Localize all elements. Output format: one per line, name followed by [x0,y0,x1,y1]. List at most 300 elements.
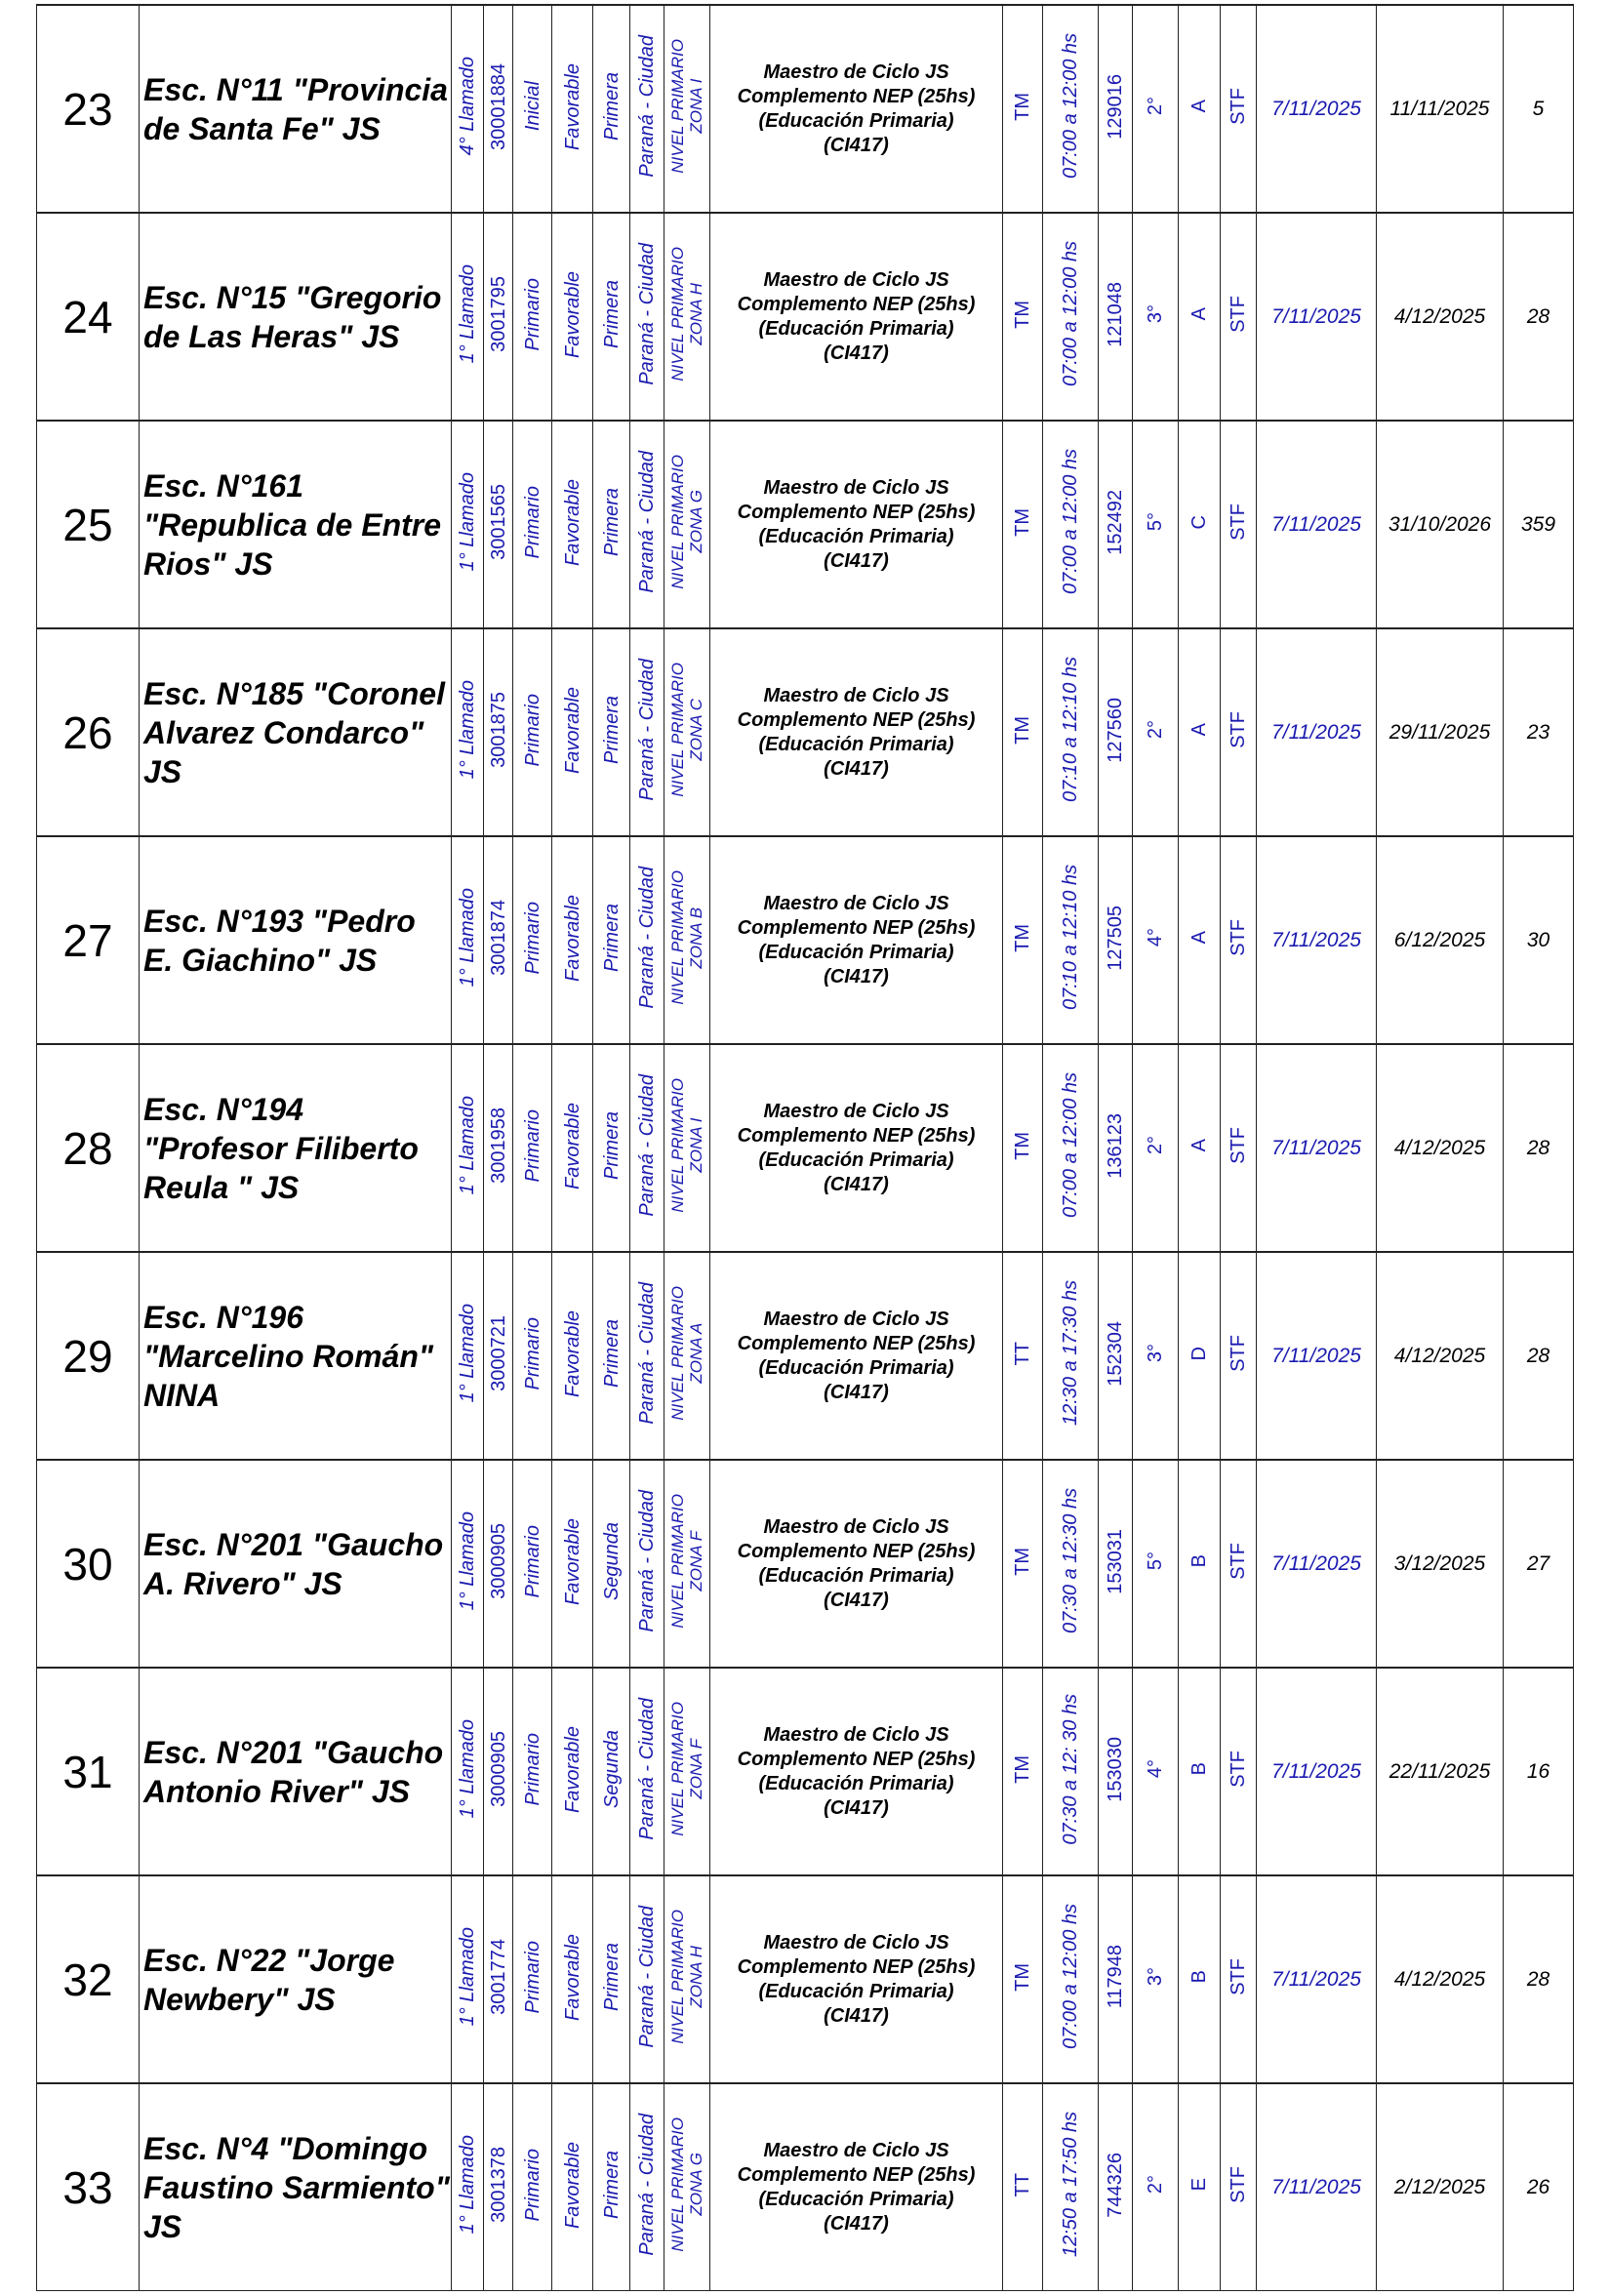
position-line: Complemento NEP (25hs) [737,1748,976,1770]
city: Paraná - Ciudad [636,866,658,1009]
row-number-cell: 29 [37,1252,140,1460]
position-line: (Educación Primaria) [758,1148,954,1171]
category: Primera [600,1318,623,1388]
city-cell [630,2083,664,2291]
position-line: Maestro de Ciclo JS [763,1308,949,1330]
level-type: Primario [521,2148,543,2222]
level: NIVEL PRIMARIO [668,1286,687,1421]
position-line: (Educación Primaria) [758,317,954,340]
school-name-cell: Esc. N°185 "Coronel Alvarez Condarco" JS [140,628,452,836]
schedule: 07:00 a 12:00 hs [1060,33,1081,180]
position-line: Maestro de Ciclo JS [763,2139,949,2161]
level-zone-cell [664,421,710,628]
status: Favorable [561,2141,584,2229]
school-code-cell [484,2083,513,2291]
position-line: (CI417) [824,2004,889,2027]
schedule-cell [1043,421,1099,628]
position-id-cell [1099,5,1133,213]
position-line: Complemento NEP (25hs) [737,85,976,107]
level-zone-cell [664,1668,710,1875]
city-cell [630,1044,664,1252]
grade-cell [1133,1252,1179,1460]
position-line: (Educación Primaria) [758,733,954,755]
stf-cell [1221,1252,1257,1460]
stf-cell [1221,628,1257,836]
division: B [1188,1554,1210,1568]
city: Paraná - Ciudad [636,1074,658,1217]
grade: 2° [1145,97,1166,116]
llamado-value: 1° Llamado [457,1096,478,1195]
llamado-value: 4° Llamado [457,57,478,156]
division: A [1188,723,1210,737]
school-code: 3001875 [487,692,509,768]
date-from-cell: 7/11/2025 [1257,1875,1377,2083]
level-type-cell [513,836,552,1044]
level-zone [668,247,705,382]
position-id: 136123 [1105,1112,1126,1179]
status-cell [552,2083,593,2291]
status-cell [552,213,593,421]
llamado-value: 1° Llamado [457,264,478,364]
school-code: 3001774 [487,1939,509,2015]
school-code: 3001565 [487,484,509,560]
days-cell: 5 [1504,5,1574,213]
category-cell [593,1668,630,1875]
position-id-cell [1099,2083,1133,2291]
days-cell: 27 [1504,1460,1574,1668]
level: NIVEL PRIMARIO [668,870,687,1005]
grade-cell [1133,1875,1179,2083]
status-cell [552,1668,593,1875]
school-name-cell: Esc. N°15 "Gregorio de Las Heras" JS [140,213,452,421]
shift-cell [1003,1044,1043,1252]
date-from-cell: 7/11/2025 [1257,1252,1377,1460]
row-number-cell: 25 [37,421,140,628]
stf-cell [1221,1460,1257,1668]
row-number-cell: 24 [37,213,140,421]
school-code: 3000905 [487,1523,509,1599]
school-name-cell: Esc. N°11 "Provincia de Santa Fe" JS [140,5,452,213]
division: A [1188,307,1210,321]
table-row [37,1460,1574,1668]
position-line: (Educación Primaria) [758,1772,954,1794]
level-type: Primario [521,1732,543,1806]
grade-cell [1133,836,1179,1044]
position-line: (Educación Primaria) [758,109,954,132]
city-cell [630,5,664,213]
position-line: Maestro de Ciclo JS [763,476,949,499]
level-zone-cell [664,628,710,836]
days-cell: 28 [1504,1252,1574,1460]
city: Paraná - Ciudad [636,1906,658,2048]
llamado-value-cell [452,1252,484,1460]
zone: ZONA F [687,1739,705,1799]
date-to-cell: 4/12/2025 [1377,213,1504,421]
status-cell [552,421,593,628]
school-code-cell [484,5,513,213]
school-name-cell: Esc. N°161 "Republica de Entre Rios" JS [140,421,452,628]
grade: 2° [1145,2175,1166,2195]
level-zone [668,870,705,1005]
position-line: (Educación Primaria) [758,1564,954,1587]
llamado-value-cell [452,213,484,421]
level: NIVEL PRIMARIO [668,39,687,174]
level-zone [668,1494,705,1629]
table-row [37,1668,1574,1875]
position-line: Complemento NEP (25hs) [737,501,976,523]
position-line: (Educación Primaria) [758,525,954,547]
llamado-value-cell [452,2083,484,2291]
stf-cell [1221,1044,1257,1252]
position-cell [710,836,1003,1044]
llamado-value-cell [452,1044,484,1252]
llamado-value-cell [452,628,484,836]
division-cell [1179,1460,1221,1668]
level: NIVEL PRIMARIO [668,1702,687,1836]
row-number-cell: 32 [37,1875,140,2083]
table-row [37,421,1574,628]
table-row [37,5,1574,213]
llamado-value-cell [452,1668,484,1875]
position-id-cell [1099,1252,1133,1460]
position-line: (CI417) [824,965,889,987]
position-id: 152492 [1105,489,1126,555]
level-zone [668,39,705,174]
school-code-cell [484,213,513,421]
date-from-cell: 7/11/2025 [1257,1460,1377,1668]
days-cell: 26 [1504,2083,1574,2291]
schedule-cell [1043,5,1099,213]
category-cell [593,836,630,1044]
row-number-cell: 33 [37,2083,140,2291]
school-code-cell [484,1460,513,1668]
division-cell [1179,1044,1221,1252]
position-line: Complemento NEP (25hs) [737,1124,976,1147]
shift-cell [1003,628,1043,836]
shift: TM [1012,300,1033,329]
school-code-cell [484,421,513,628]
shift-cell [1003,213,1043,421]
city-cell [630,213,664,421]
school-code: 30001884 [487,62,509,150]
llamado-value: 1° Llamado [457,472,478,572]
shift: TT [1012,2172,1033,2197]
level: NIVEL PRIMARIO [668,1494,687,1629]
position-line: Complemento NEP (25hs) [737,1955,976,1978]
schedule-cell [1043,1875,1099,2083]
school-name-cell: Esc. N°4 "Domingo Faustino Sarmiento" JS [140,2083,452,2291]
school-code-cell [484,1044,513,1252]
level-type: Primario [521,1524,543,1598]
stf-cell [1221,213,1257,421]
city: Paraná - Ciudad [636,451,658,593]
division-cell [1179,421,1221,628]
grade: 4° [1145,928,1166,947]
shift-cell [1003,1460,1043,1668]
llamado-value: 1° Llamado [457,1927,478,2027]
school-code-cell [484,1875,513,2083]
category: Primera [600,71,623,141]
shift-cell [1003,2083,1043,2291]
grade: 2° [1145,1136,1166,1155]
city: Paraná - Ciudad [636,659,658,801]
date-to-cell: 4/12/2025 [1377,1044,1504,1252]
stf: STF [1228,88,1249,125]
zone: ZONA A [687,1322,705,1385]
position-cell [710,1875,1003,2083]
school-code-cell [484,628,513,836]
table-row [37,1044,1574,1252]
shift: TM [1012,92,1033,121]
city-cell [630,1668,664,1875]
schedule: 07:30 a 12:30 hs [1060,1488,1081,1634]
level-type-cell [513,1460,552,1668]
days-cell: 16 [1504,1668,1574,1875]
status-cell [552,1460,593,1668]
level-type-cell [513,1668,552,1875]
zone: ZONA G [687,490,705,554]
grade-cell [1133,5,1179,213]
position-line: Maestro de Ciclo JS [763,1931,949,1954]
stf: STF [1228,2166,1249,2203]
position-id: 152304 [1105,1320,1126,1387]
days-cell: 28 [1504,213,1574,421]
level: NIVEL PRIMARIO [668,2117,687,2252]
category: Primera [600,903,623,972]
level-type: Primario [521,1108,543,1183]
category-cell [593,1044,630,1252]
level-zone-cell [664,1252,710,1460]
level-zone-cell [664,1460,710,1668]
school-name-cell: Esc. N°201 "Gaucho A. Rivero" JS [140,1460,452,1668]
position-line: (CI417) [824,1796,889,1819]
stf: STF [1228,1751,1249,1788]
position-cell [710,1044,1003,1252]
llamado-value: 1° Llamado [457,1304,478,1403]
category-cell [593,2083,630,2291]
llamado-value-cell [452,421,484,628]
status: Favorable [561,894,584,982]
shift: TT [1012,1341,1033,1366]
grade: 3° [1145,1344,1166,1363]
status: Favorable [561,62,584,150]
table-row [37,1875,1574,2083]
level-zone [668,1702,705,1836]
shift-cell [1003,1875,1043,2083]
status: Favorable [561,1102,584,1189]
zone: ZONA F [687,1531,705,1591]
division: A [1188,931,1210,945]
city: Paraná - Ciudad [636,1698,658,1840]
level-zone [668,1286,705,1421]
llamado-value: 1° Llamado [457,888,478,987]
position-line: (Educación Primaria) [758,2188,954,2210]
position-cell [710,2083,1003,2291]
level: NIVEL PRIMARIO [668,247,687,382]
category: Primera [600,487,623,556]
category: Primera [600,1110,623,1180]
grade-cell [1133,2083,1179,2291]
category-cell [593,1875,630,2083]
grade: 5° [1145,1551,1166,1571]
school-code: 3001378 [487,2147,509,2223]
level-type-cell [513,2083,552,2291]
zone: ZONA G [687,2153,705,2217]
position-id: 121048 [1105,281,1126,347]
division: D [1188,1346,1210,1361]
position-id-cell [1099,1460,1133,1668]
city-cell [630,1460,664,1668]
category: Segunda [600,1729,623,1809]
status: Favorable [561,686,584,774]
city-cell [630,1875,664,2083]
llamado-value-cell [452,1875,484,2083]
level: NIVEL PRIMARIO [668,1910,687,2044]
schedule-cell [1043,1044,1099,1252]
position-line: (CI417) [824,1381,889,1403]
level-type: Inicial [521,81,543,132]
division: E [1188,2178,1210,2192]
zone: ZONA H [687,1946,705,2008]
division-cell [1179,1252,1221,1460]
category: Primera [600,1942,623,2011]
position-id-cell [1099,1668,1133,1875]
grade-cell [1133,628,1179,836]
position-id-cell [1099,1044,1133,1252]
level-zone [668,663,705,797]
level-zone [668,1910,705,2044]
row-number-cell: 26 [37,628,140,836]
days-cell: 30 [1504,836,1574,1044]
schedule-cell [1043,1460,1099,1668]
division: C [1188,514,1210,530]
schedule: 12:30 a 17:30 hs [1060,1280,1081,1427]
table-row [37,628,1574,836]
division-cell [1179,836,1221,1044]
position-id-cell [1099,1875,1133,2083]
school-code: 3000905 [487,1731,509,1807]
status: Favorable [561,1933,584,2021]
division-cell [1179,2083,1221,2291]
category: Primera [600,2150,623,2219]
school-name-cell: Esc. N°196 "Marcelino Román" NINA [140,1252,452,1460]
position-line: (CI417) [824,549,889,572]
position-line: (CI417) [824,757,889,780]
level-type-cell [513,1875,552,2083]
school-code: 3001874 [487,900,509,976]
stf: STF [1228,296,1249,333]
city: Paraná - Ciudad [636,243,658,385]
schedule-cell [1043,836,1099,1044]
stf: STF [1228,1127,1249,1164]
stf-cell [1221,2083,1257,2291]
shift: TM [1012,715,1033,745]
position-id: 127560 [1105,697,1126,763]
status-cell [552,628,593,836]
school-name-cell: Esc. N°22 "Jorge Newbery" JS [140,1875,452,2083]
level-zone-cell [664,1875,710,2083]
date-from-cell: 7/11/2025 [1257,2083,1377,2291]
shift: TM [1012,1754,1033,1784]
position-line: Complemento NEP (25hs) [737,708,976,731]
city: Paraná - Ciudad [636,35,658,178]
shift-cell [1003,836,1043,1044]
schedule: 07:00 a 12:00 hs [1060,1904,1081,2050]
division-cell [1179,5,1221,213]
position-id: 153031 [1105,1528,1126,1594]
category-cell [593,421,630,628]
shift: TM [1012,923,1033,952]
days-cell: 28 [1504,1875,1574,2083]
schedule-cell [1043,213,1099,421]
division: B [1188,1762,1210,1776]
llamado-value: 1° Llamado [457,1719,478,1819]
position-line: (CI417) [824,2212,889,2235]
date-from-cell: 7/11/2025 [1257,836,1377,1044]
schedule-cell [1043,1668,1099,1875]
division: A [1188,100,1210,113]
school-name-cell: Esc. N°201 "Gaucho Antonio River" JS [140,1668,452,1875]
stf-cell [1221,1668,1257,1875]
school-code-cell [484,836,513,1044]
date-from-cell: 7/11/2025 [1257,213,1377,421]
llamado-value: 1° Llamado [457,1511,478,1611]
position-line: Complemento NEP (25hs) [737,2163,976,2186]
days-cell: 23 [1504,628,1574,836]
position-id-cell [1099,421,1133,628]
position-line: (CI417) [824,1589,889,1611]
zone: ZONA H [687,283,705,345]
city-cell [630,836,664,1044]
level: NIVEL PRIMARIO [668,663,687,797]
grade: 5° [1145,512,1166,532]
table-row [37,1252,1574,1460]
category-cell [593,1252,630,1460]
vacancy-table [36,4,1574,2291]
status-cell [552,1875,593,2083]
shift-cell [1003,1252,1043,1460]
division-cell [1179,628,1221,836]
position-line: Maestro de Ciclo JS [763,268,949,291]
city: Paraná - Ciudad [636,1282,658,1425]
date-to-cell: 3/12/2025 [1377,1460,1504,1668]
level-type: Primario [521,277,543,351]
position-line: Maestro de Ciclo JS [763,1515,949,1538]
category-cell [593,213,630,421]
stf: STF [1228,504,1249,541]
table-row [37,213,1574,421]
date-to-cell: 6/12/2025 [1377,836,1504,1044]
schedule: 07:30 a 12: 30 hs [1060,1693,1081,1845]
date-from-cell: 7/11/2025 [1257,5,1377,213]
shift-cell [1003,1668,1043,1875]
status: Favorable [561,1725,584,1813]
division: A [1188,1139,1210,1152]
schedule-cell [1043,2083,1099,2291]
position-id: 153030 [1105,1736,1126,1802]
position-line: (CI417) [824,342,889,364]
position-line: Complemento NEP (25hs) [737,293,976,315]
level-zone-cell [664,1044,710,1252]
level: NIVEL PRIMARIO [668,1078,687,1213]
city-cell [630,628,664,836]
school-code: 3001958 [487,1108,509,1184]
shift: TM [1012,507,1033,537]
city: Paraná - Ciudad [636,1490,658,1632]
schedule: 07:00 a 12:00 hs [1060,1072,1081,1219]
position-line: Maestro de Ciclo JS [763,892,949,914]
date-to-cell: 29/11/2025 [1377,628,1504,836]
